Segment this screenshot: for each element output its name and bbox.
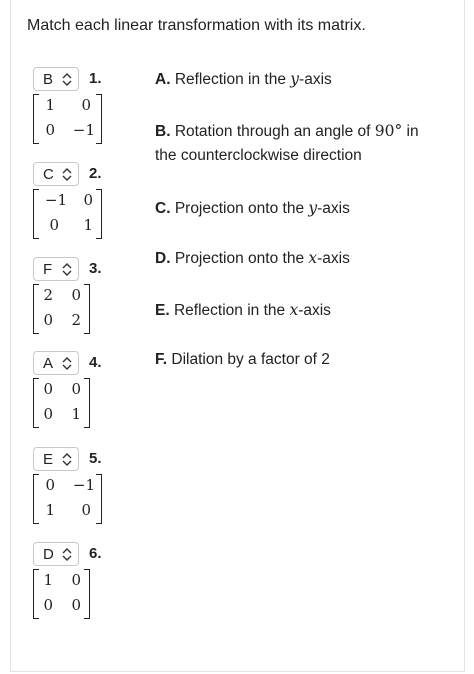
matrix-6 — [33, 569, 93, 619]
option-text: Projection onto the — [174, 250, 309, 267]
option-f — [155, 348, 330, 372]
item-number: 2. — [89, 165, 102, 182]
option-text: Dilation by a factor of 2 — [171, 351, 330, 368]
answer-select-value: C — [43, 166, 54, 183]
matrix-cell: 1 — [45, 501, 55, 519]
chevron-up-down-icon — [61, 452, 73, 467]
option-variable: x — [308, 249, 318, 267]
item-number: 6. — [89, 545, 102, 562]
matrix-5 — [33, 474, 105, 524]
chevron-up-down-icon — [61, 72, 73, 87]
matrix-cell: 0 — [43, 311, 53, 329]
option-text: in — [402, 123, 419, 140]
chevron-up-down-icon — [61, 167, 73, 182]
answer-select-value: E — [43, 451, 54, 468]
matrix-cell: 0 — [45, 121, 55, 139]
matrix-cell: 0 — [49, 216, 59, 234]
option-letter: C. — [155, 200, 171, 217]
answer-select-1[interactable] — [33, 67, 79, 91]
option-b — [155, 119, 419, 168]
matrix-cell: 1 — [43, 571, 53, 589]
matrix-cell: 1 — [45, 96, 55, 114]
answer-select-2[interactable] — [33, 162, 79, 186]
option-variable: y — [290, 70, 300, 88]
option-variable: x — [289, 301, 299, 319]
matrix-cell: 1 — [83, 216, 93, 234]
matrix-4 — [33, 378, 93, 428]
option-variable: 90° — [374, 122, 403, 140]
matrix-cell: 0 — [71, 571, 81, 589]
option-letter: F. — [155, 351, 168, 368]
matrix-cell: 0 — [43, 405, 53, 423]
answer-select-6[interactable] — [33, 542, 79, 566]
matrix-cell: 0 — [43, 380, 53, 398]
item-number: 1. — [89, 70, 102, 87]
question-text: Match each linear transformation with its matrix. — [27, 17, 366, 34]
matrix-cell: 2 — [71, 311, 81, 329]
option-text: Reflection in the — [174, 71, 291, 88]
answer-select-5[interactable] — [33, 447, 79, 471]
option-variable: y — [308, 199, 318, 217]
answer-select-value: A — [43, 355, 54, 372]
matrix-cell: −1 — [44, 191, 67, 209]
option-text: Rotation through an angle of — [174, 123, 375, 140]
option-c — [155, 196, 350, 221]
option-d — [155, 246, 350, 271]
matrix-cell: 0 — [71, 286, 81, 304]
option-text: -axis — [299, 71, 332, 88]
answer-select-value: D — [43, 546, 54, 563]
matrix-cell: 0 — [71, 380, 81, 398]
matrix-3 — [33, 284, 93, 334]
matrix-cell: 0 — [83, 191, 93, 209]
chevron-up-down-icon — [61, 262, 73, 277]
option-text: Reflection in the — [173, 302, 290, 319]
matrix-cell: 0 — [81, 501, 91, 519]
matrix-cell: 0 — [45, 476, 55, 494]
answer-select-4[interactable] — [33, 351, 79, 375]
matrix-cell: −1 — [72, 476, 95, 494]
matrix-cell: 0 — [43, 596, 53, 614]
item-number: 4. — [89, 354, 102, 371]
option-letter: D. — [155, 250, 171, 267]
matrix-1 — [33, 94, 105, 144]
matrix-cell: 0 — [71, 596, 81, 614]
matrix-2 — [33, 189, 105, 239]
chevron-up-down-icon — [61, 356, 73, 371]
option-text: -axis — [317, 200, 350, 217]
item-number: 3. — [89, 260, 102, 277]
option-letter: B. — [155, 123, 171, 140]
option-letter: A. — [155, 71, 171, 88]
answer-select-value: B — [43, 71, 54, 88]
answer-select-value: F — [43, 261, 53, 278]
option-text: -axis — [298, 302, 331, 319]
option-e — [155, 298, 331, 323]
option-text: -axis — [317, 250, 350, 267]
matrix-cell: 0 — [81, 96, 91, 114]
item-number: 5. — [89, 450, 102, 467]
chevron-up-down-icon — [61, 547, 73, 562]
matrix-cell: −1 — [72, 121, 95, 139]
matrix-cell: 1 — [71, 405, 81, 423]
option-text: Projection onto the — [174, 200, 309, 217]
option-a — [155, 67, 332, 92]
matrix-cell: 2 — [43, 286, 53, 304]
option-text-line2: the counterclockwise direction — [155, 147, 362, 164]
option-letter: E. — [155, 302, 170, 319]
answer-select-3[interactable] — [33, 257, 79, 281]
